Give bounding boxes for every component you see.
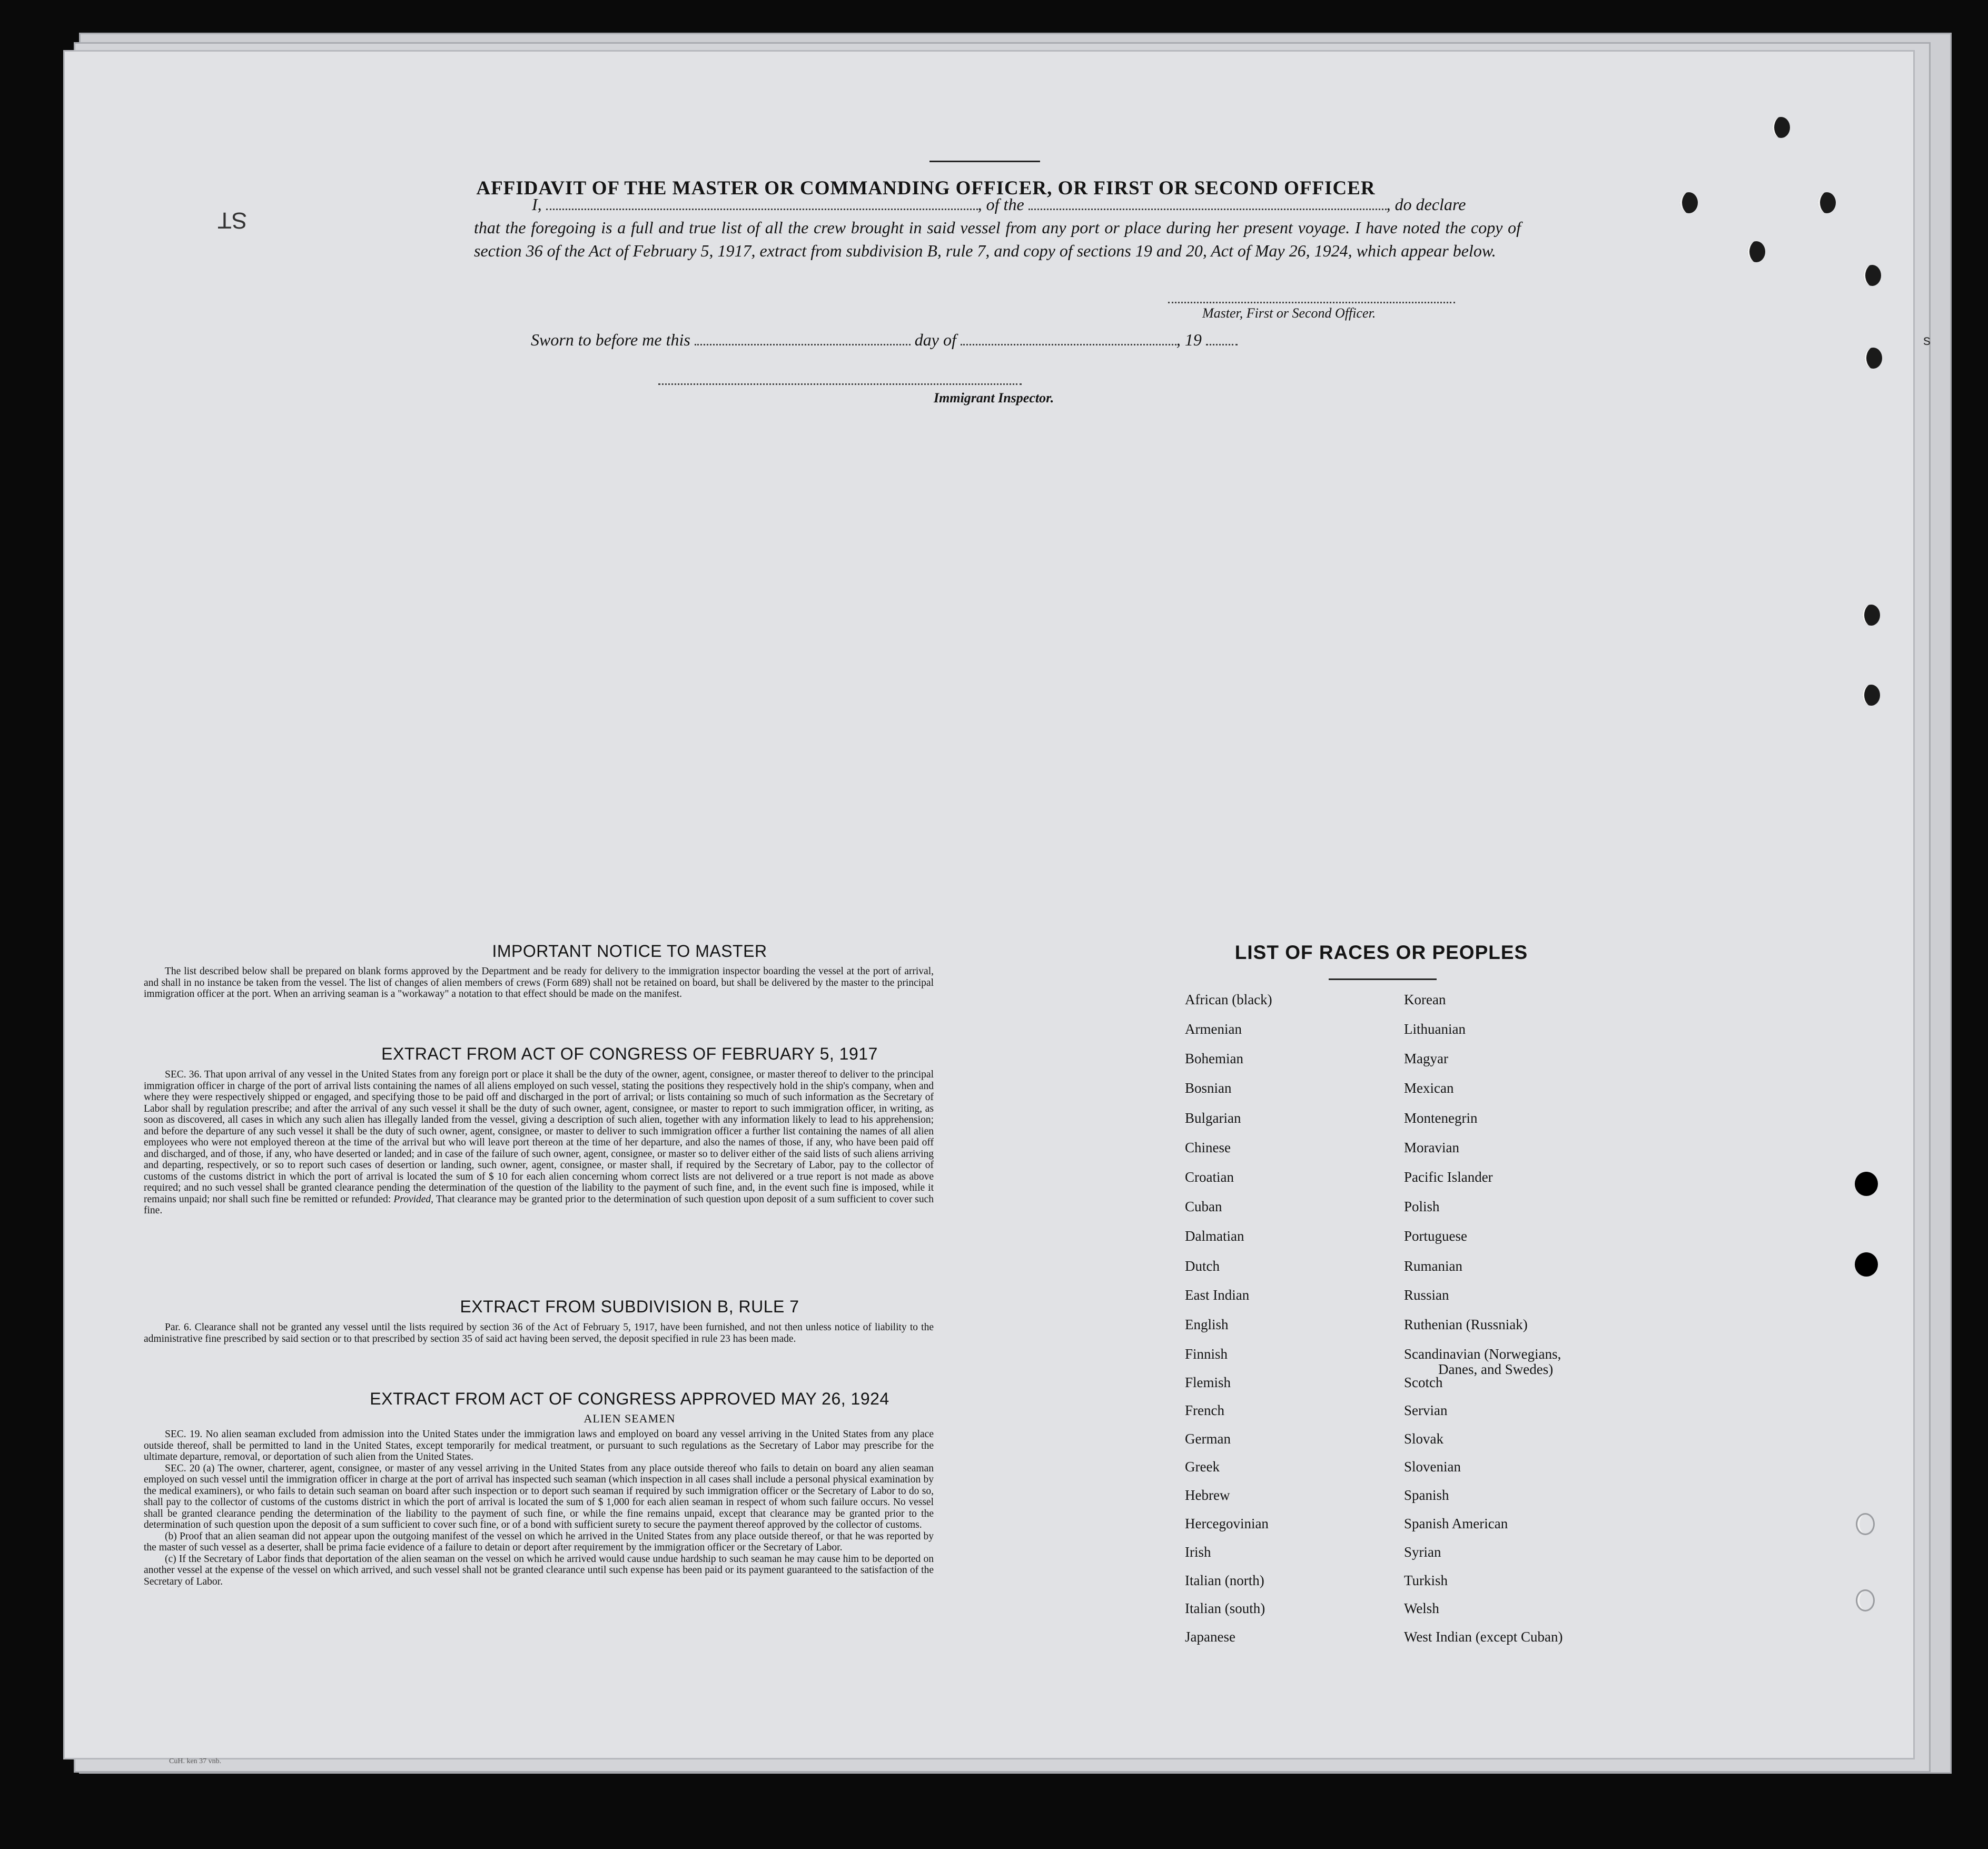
race-item: Bulgarian (1185, 1110, 1241, 1126)
race-item: Spanish (1404, 1487, 1449, 1503)
extract-1917-provided: Provided, (393, 1193, 434, 1205)
race-item: Russian (1404, 1287, 1449, 1303)
race-item: Welsh (1404, 1600, 1439, 1616)
extract-1917-text (144, 1069, 934, 1217)
race-item: African (black) (1185, 992, 1272, 1007)
extract-rule7-paragraph: Par. 6. Clearance shall not be granted any vessel until the lists required by section 36 of the Act of February 5, 1917, have been furnished, and not then unless notice of liability to the administrative fine prescribed by said section or to that prescribed by section 35 of said act having been served, the deposit specified in rule 23 has been made. (144, 1322, 934, 1344)
race-item: Korean (1404, 992, 1446, 1007)
race-item: Greek (1185, 1459, 1220, 1475)
binder-hole (1864, 348, 1882, 369)
races-rule (1329, 978, 1437, 980)
extract-1917-paragraph (144, 1069, 934, 1217)
sworn-year: , 19 (1176, 330, 1202, 349)
race-item: Japanese (1185, 1629, 1235, 1645)
name-blank[interactable] (546, 204, 978, 210)
edge-mark: s (1923, 332, 1931, 348)
sec19-paragraph: SEC. 19. No alien seaman excluded from admission into the United States under the immigration laws and employed on board any vessel arriving in the United States from any place outside thereof, shall be permitted to land in the United States, except temporarily for medical treatment, or pursuant to such regulations as the Secretary of Labor may prescribe for the ultimate departure, removal, or deportation of such alien from the United States. (144, 1429, 934, 1462)
margin-mark: ST (217, 207, 248, 233)
extract-rule7-heading: EXTRACT FROM SUBDIVISION B, RULE 7 (460, 1297, 799, 1316)
race-item: Cuban (1185, 1199, 1222, 1214)
race-item: Hebrew (1185, 1487, 1230, 1503)
race-item: Servian (1404, 1402, 1448, 1418)
sworn-year-blank[interactable] (1206, 340, 1238, 345)
race-item: Pacific Islander (1404, 1169, 1493, 1185)
notice-text (144, 966, 934, 1000)
title-rule (929, 161, 1040, 162)
sworn-line (531, 328, 1373, 351)
race-item: Armenian (1185, 1021, 1242, 1037)
master-signature-caption: Master, First or Second Officer. (1202, 305, 1376, 321)
extract-1917-main: SEC. 36. That upon arrival of any vessel in the United States from any foreign port or place it shall be the duty of the owner, agent, consignee, or master thereof to deliver to the principal immigration officer in charge of the port of arrival lists containing the names of all aliens employed on such vessel, stating the positions they respectively hold in the ship's company, when and where they were respectively shipped or engaged, and specifying those to be paid off and discharged in the port of arrival; or lists containing so much of such information as the Secretary of Labor shall by regulation prescribe; and after the arrival of any such vessel it shall be the duty of such owner, agent, consignee, or master to report to such immigration officer, in writing, as soon as discovered, all cases in which any such alien has illegally landed from the vessel, giving a description of such alien, together with any information likely to lead to his apprehension; and before the departure of any such vessel it shall be the duty of such owner, agent, consignee, or master to deliver to such immigration officer a further list containing the names of all alien employees who were not employed thereon at the time of the arrival but who will leave port thereon at the time of her departure, and also the names of those, if any, who have been paid off and discharged, and of those, if any, who have deserted or landed; and in case of the failure of such owner, agent, consignee, or master so to deliver either of the said lists of such aliens arriving and departing, respectively, or so to report such cases of desertion or landing, such owner, agent, consignee, or master shall, if required by the Secretary of Labor, pay to the collector of customs of the customs district in which the port of arrival is located the sum of $ 10 for each alien concerning whom correct lists are not delivered or a true report is not made as above required; and no such vessel shall be granted clearance pending the determination of the question of the liability to the payment of such fine, and, in the event such fine is imposed, while it remains unpaid; nor shall such fine be remitted or refunded: (144, 1069, 934, 1205)
race-item: Chinese (1185, 1140, 1231, 1155)
race-item: Scotch (1404, 1375, 1443, 1390)
race-item: Dalmatian (1185, 1228, 1244, 1244)
sworn-prefix: Sworn to before me this (531, 330, 690, 349)
binder-hole (1856, 1513, 1875, 1535)
affidavit-line1 (532, 193, 1564, 216)
binder-hole (1772, 117, 1790, 138)
notice-paragraph: The list described below shall be prepared on blank forms approved by the Department and be ready for delivery to the immigration inspector boarding the vessel at the port of arrival, and shall in no instance be taken from the vessel. The list of changes of alien members of crews (Form 689) shall not be retained on board, but shall be delivered by the master to the principal immigration officer at the port. When an arriving seaman is a "workaway" a notation to that effect should be made on the manifest. (144, 966, 934, 1000)
race-item: Finnish (1185, 1346, 1228, 1362)
binder-hole (1855, 1172, 1878, 1196)
affidavit-prefix: I, (532, 195, 542, 214)
sec20b-paragraph: (b) Proof that an alien seaman did not appear upon the outgoing manifest of the vessel on which he arrived in the United States from any place outside thereof, or that he was reported by the master of such vessel as a deserter, shall be prima facie evidence of a failure to detain or deport after requirement by the immigration officer or the Secretary of Labor. (144, 1530, 934, 1553)
binder-hole (1855, 1252, 1878, 1277)
race-item: Flemish (1185, 1375, 1231, 1390)
race-item: Slovenian (1404, 1459, 1461, 1475)
race-item: Montenegrin (1404, 1110, 1478, 1126)
race-item: Syrian (1404, 1544, 1441, 1560)
race-item: Bohemian (1185, 1051, 1243, 1066)
vessel-blank[interactable] (1028, 204, 1387, 210)
affidavit-of-the: , of the (977, 195, 1024, 214)
race-item: Magyar (1404, 1051, 1448, 1066)
race-item: Spanish American (1404, 1516, 1508, 1531)
race-item: Irish (1185, 1544, 1211, 1560)
race-item: Turkish (1404, 1573, 1448, 1588)
binder-hole (1863, 265, 1881, 286)
sworn-day-of: day of (914, 330, 956, 349)
binder-hole (1862, 605, 1880, 626)
sec20c-paragraph: (c) If the Secretary of Labor finds that deportation of the alien seaman on the vessel on which he arrived would cause undue hardship to such seaman he may cause him to be deported on another vessel at the expense of the vessel on which arrived, and such vessel shall not be granted clearance until such expense has been paid or its payment guaranteed to the satisfaction of the Secretary of Labor. (144, 1553, 934, 1587)
affidavit-title: AFFIDAVIT OF THE MASTER OR COMMANDING OFFICER, OR FIRST OR SECOND OFFICER (476, 177, 1376, 199)
race-item: Danes, and Swedes) (1438, 1361, 1554, 1377)
race-item: Slovak (1404, 1431, 1444, 1447)
race-item: West Indian (except Cuban) (1404, 1629, 1563, 1645)
binder-hole (1680, 192, 1698, 213)
affidavit-declare: , do declare (1386, 195, 1466, 214)
race-item: East Indian (1185, 1287, 1250, 1303)
race-item: Ruthenian (Russniak) (1404, 1317, 1528, 1332)
race-item: Bosnian (1185, 1080, 1232, 1096)
race-item: Scandinavian (Norwegians, (1404, 1346, 1561, 1362)
affidavit-body: that the foregoing is a full and true list of all the crew brought in said vessel from any port or place during her present voyage. I have noted the copy of section 36 of the Act of February 5, 1917, extract from subdivision B, rule 7, and copy of sections 19 and 20, Act of May 26, 1924, which appear below. (474, 218, 1521, 260)
race-item: Dutch (1185, 1258, 1220, 1274)
race-item: German (1185, 1431, 1231, 1447)
inspector-signature-line[interactable] (658, 383, 1022, 385)
notice-heading: IMPORTANT NOTICE TO MASTER (492, 942, 767, 961)
race-item: Lithuanian (1404, 1021, 1466, 1037)
race-item: Rumanian (1404, 1258, 1462, 1274)
binder-hole (1856, 1589, 1875, 1611)
inspector-caption: Immigrant Inspector. (934, 390, 1054, 406)
extract-1917-heading: EXTRACT FROM ACT OF CONGRESS OF FEBRUARY 5, 1917 (381, 1044, 878, 1063)
races-heading: LIST OF RACES OR PEOPLES (1234, 942, 1528, 963)
footer-code: CuH. ken 37 vnb. (169, 1757, 222, 1765)
master-signature-line[interactable] (1168, 302, 1455, 303)
race-item: French (1185, 1402, 1224, 1418)
extract-rule7-text (144, 1322, 934, 1344)
sworn-day-blank[interactable] (695, 340, 911, 345)
document-page (63, 50, 1915, 1765)
binder-hole (1818, 192, 1836, 213)
race-item: Italian (south) (1185, 1600, 1265, 1616)
extract-1924-text (144, 1429, 934, 1587)
sworn-month-blank[interactable] (961, 340, 1176, 345)
extract-1924-subheading: ALIEN SEAMEN (583, 1412, 676, 1425)
race-item: Mexican (1404, 1080, 1454, 1096)
race-item: Portuguese (1404, 1228, 1467, 1244)
race-item: English (1185, 1317, 1229, 1332)
sec20a-paragraph: SEC. 20 (a) The owner, charterer, agent, consignee, or master of any vessel arriving in the United States from any place outside thereof who fails to detain on board any alien seaman employed on such vessel until the immigration officer in charge at the port of arrival has inspected such seaman (which inspection in all cases shall include a personal physical examination by the medical examiners), or who fails to detain such seaman on board after such inspection or to deport such seaman if required by such immigration officer or the Secretary of Labor to do so, shall pay to the collector of customs of the customs district in which the port of arrival is located the sum of $ 1,000 for each alien seaman in respect of whom such failure occurs. No vessel shall be granted clearance pending the determination of the liability to the payment of such fine, or while the fine remains unpaid, except that clearance may be granted prior to the determination of such question upon the deposit of a sum sufficient to cover such fine, or of a bond with sufficient surety to secure the payment thereof approved by the collector of customs. (144, 1462, 934, 1530)
extract-1924-heading: EXTRACT FROM ACT OF CONGRESS APPROVED MAY 26, 1924 (370, 1389, 889, 1408)
binder-hole (1747, 241, 1765, 262)
race-item: Polish (1404, 1199, 1440, 1214)
race-item: Hercegovinian (1185, 1516, 1269, 1531)
binder-hole (1862, 685, 1880, 706)
race-item: Italian (north) (1185, 1573, 1264, 1588)
extract-1917-tail: That clearance may be granted prior to the determination of such question upon deposit of a sum sufficient to cover such fine. (144, 1193, 934, 1216)
race-item: Croatian (1185, 1169, 1234, 1185)
race-item: Moravian (1404, 1140, 1459, 1155)
